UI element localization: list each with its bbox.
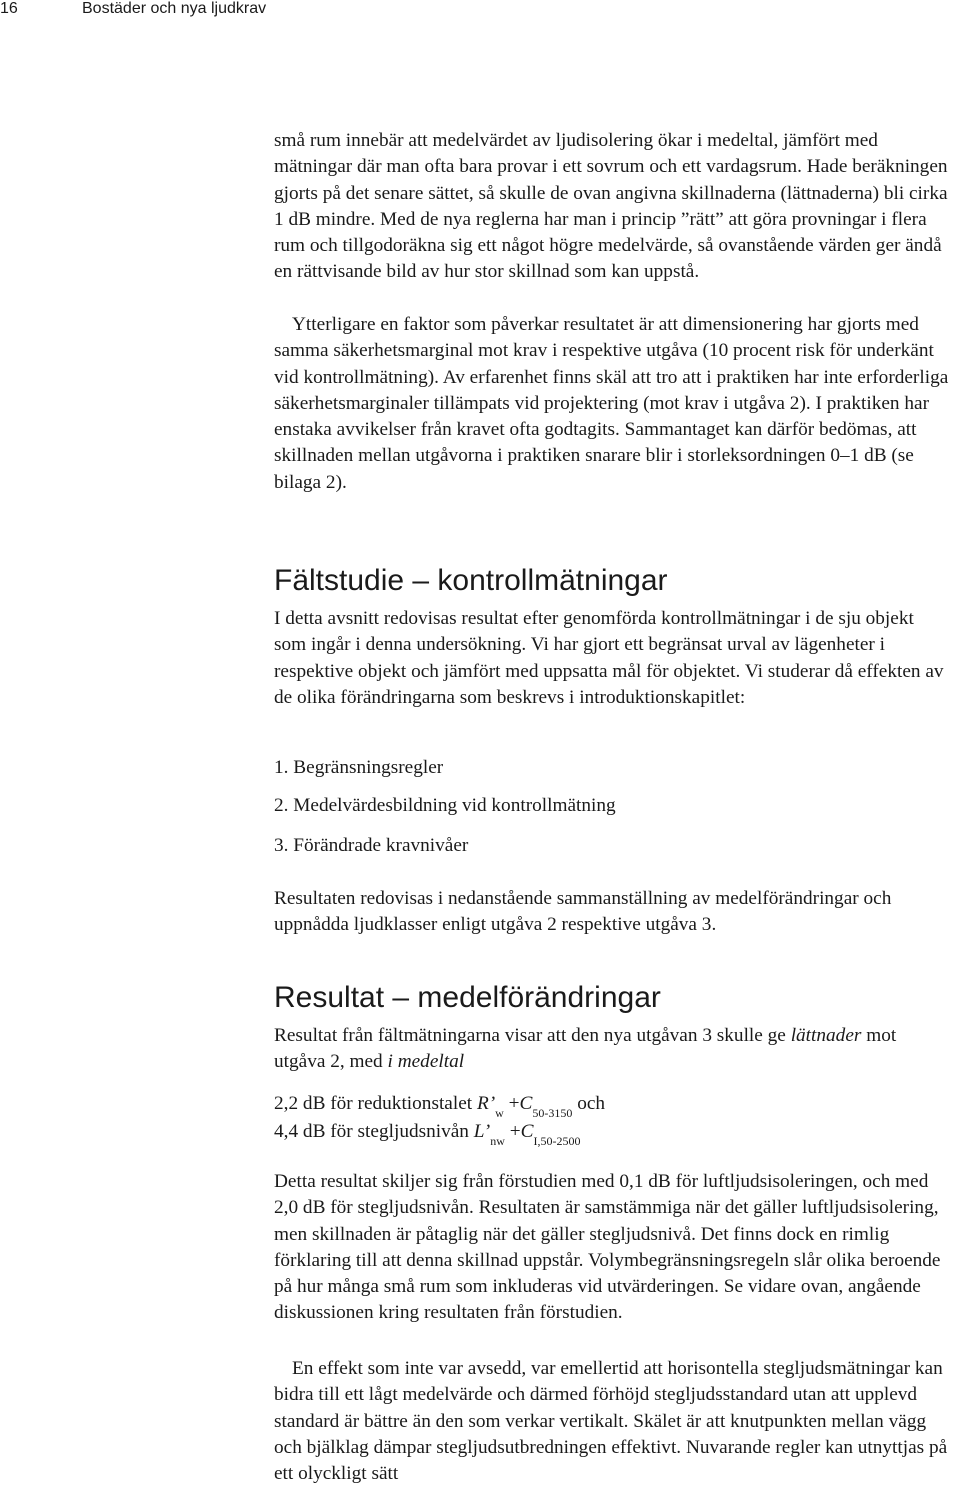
list-item-2: 2. Medelvärdesbildning vid kontrollmätning: [274, 795, 616, 816]
section2-paragraph-4: En effekt som inte var avsedd, var emellertid att horisontella stegljudsmätningar kan bidra till ett lågt medelvärde och därmed förhöjd stegljudsstandard utan att upplevd standard är bättre än den som verkar vertikalt. Skälet är att knutpunkten mellan vägg och bjälklag dämpar stegljudsutbredningen effektivt. Nuvarande regler kan utnyttjas på ett olyckligt sätt: [274, 1358, 948, 1485]
list-item-1: 1. Begränsningsregler: [274, 757, 444, 778]
formula-reduktionstal: 2,2 dB för reduktionstalet $R’_w +C_{50-3150}$ och: [274, 1093, 606, 1120]
paragraph-1: små rum innebär att medelvärdet av ljudisolering ökar i medeltal, jämfört med mätningar där man ofta bara provar i ett sovrum och ett vardagsrum. Hade beräkningen gjorts på det senare sättet, så skulle de ovan angivna skillnaderna (lättnaderna) bli cirka 1 dB mindre. Med de nya reglerna har man i princip ”rätt” att göra provningar i flera rum och tillgodoräkna sig ett något högre medelvärde, så ovanstående värden ger ändå en rättvisande bild av hur stor skillnad som kan uppstå.: [274, 130, 948, 283]
emphasis-lattnader: lättnader: [790, 1025, 862, 1046]
section2-intro: Resultat från fältmätningarna visar att den nya utgåvan 3 skulle ge lättnader mot utgåva 2, med i medeltal: [274, 1025, 897, 1073]
running-head: [0, 0, 960, 24]
running-head-title: Bostäder och nya ljudkrav: [82, 0, 267, 17]
emphasis-i-medeltal: i medeltal: [387, 1051, 465, 1073]
section-heading-resultat: Resultat – medelförändringar: [274, 981, 661, 1014]
section1-intro: I detta avsnitt redovisas resultat efter genomförda kontrollmätningar i de sju objekt som ingår i denna undersökning. Vi har gjort ett begränsat urval av lägenheter i respektive objekt och jämfört med uppsatta mål för objektet. Vi studerar då effekten av de olika förändringarna som beskrevs i introduktionskapitlet:: [274, 608, 944, 708]
list-item-3: 3. Förändrade kravnivåer: [274, 835, 469, 856]
formula-stegljudsniva: 4,4 dB för stegljudsnivån $L’_{nw} +C_{I,50-2500}$: [274, 1121, 581, 1148]
section2-paragraph-3: Detta resultat skiljer sig från förstudien med 0,1 dB för luftljudsisoleringen, och med 2,0 dB för stegljudsnivån. Resultaten är samstämmiga när det gäller luftljudsisolering, men skillnaden är påtaglig när det gäller stegljudsnivå. Det finns dock en rimlig förklaring till att denna skillnad uppstår. Volymbegränsningsregeln slår olika beroende på hur många små rum som inkluderas vid utvärderingen. Se vidare ovan, angående diskussionen kring resultaten från förstudien.: [274, 1171, 941, 1324]
page-number: 16: [0, 0, 18, 17]
section1-outro: Resultaten redovisas i nedanstående sammanställning av medelförändringar och uppnådda ljudklasser enligt utgåva 2 respektive utgåva 3.: [274, 888, 892, 936]
paragraph-2: Ytterligare en faktor som påverkar resultatet är att dimensionering har gjorts med samma säkerhetsmarginal mot krav i respektive utgåva (10 procent risk för underkänt vid kontrollmätning). Av erfarenhet finns skäl att tro att i praktiken har inte erforderliga säkerhetsmarginaler tillämpats vid projektering (mot krav i utgåva 2). I praktiken har enstaka avvikelser från kravet ofta godtagits. Sammantaget kan därför bedömas, att skillnaden mellan utgåvorna i praktiken snarare blir i storleksordningen 0–1 dB (se bilaga 2).: [274, 314, 949, 493]
section-heading-faltstudie: Fältstudie – kontrollmätningar: [274, 564, 668, 597]
